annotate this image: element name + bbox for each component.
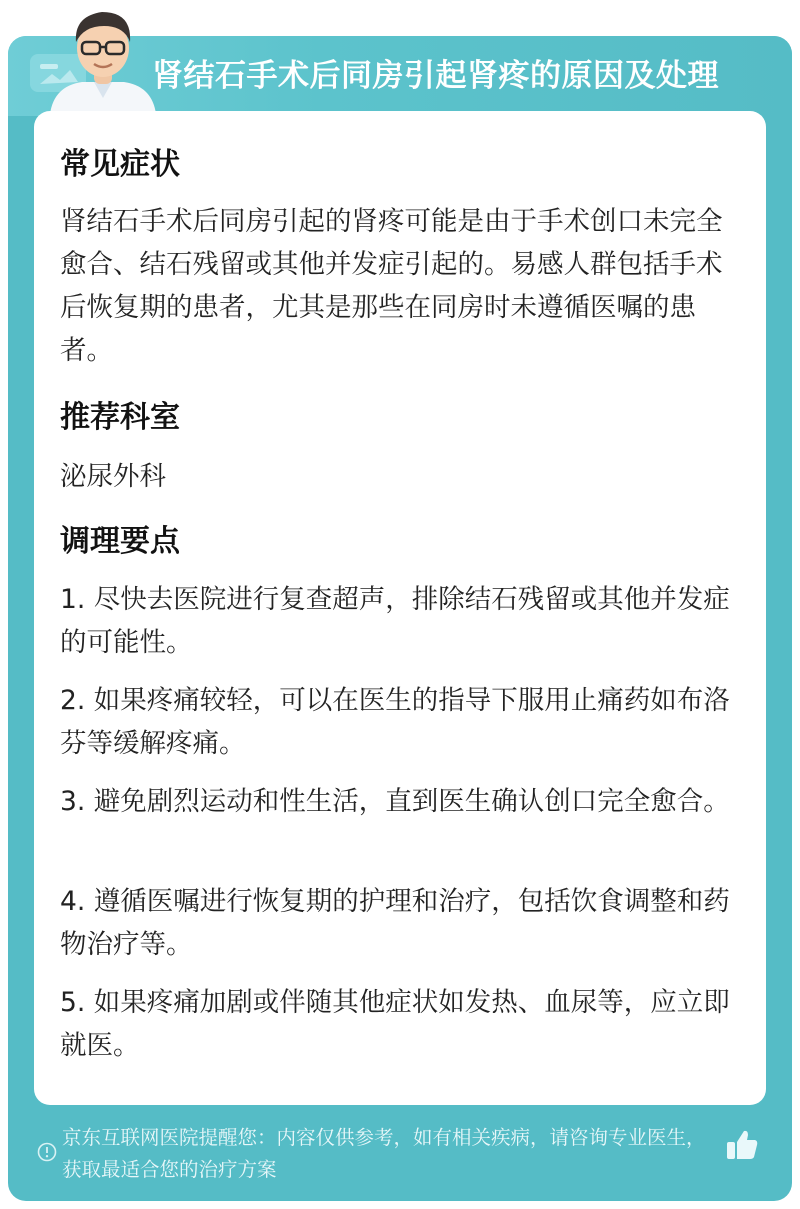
section-heading-care: 调理要点 [60, 524, 180, 559]
page-title: 肾结石手术后同房引起肾疼的原因及处理 [152, 58, 719, 94]
care-item: 3. 避免剧烈运动和性生活，直到医生确认创口完全愈合。 [60, 786, 730, 817]
section-heading-symptoms: 常见症状 [60, 147, 180, 182]
care-item: 2. 如果疼痛较轻，可以在医生的指导下服用止痛药如布洛芬等缓解疼痛。 [60, 685, 730, 759]
doctor-avatar [44, 2, 162, 114]
care-item: 4. 遵循医嘱进行恢复期的护理和治疗，包括饮食调整和药物治疗等。 [60, 886, 730, 960]
footer-notice: 京东互联网医院提醒您：内容仅供参考，如有相关疾病，请咨询专业医生，获取最适合您的治疗方案 [62, 1126, 706, 1181]
care-item: 5. 如果疼痛加剧或伴随其他症状如发热、血尿等，应立即就医。 [60, 987, 730, 1061]
info-icon [37, 1142, 57, 1162]
symptoms-paragraph: 肾结石手术后同房引起的肾疼可能是由于手术创口未完全愈合、结石残留或其他并发症引起的。易感人群包括手术后恢复期的患者，尤其是那些在同房时未遵循医嘱的患者。 [60, 206, 723, 366]
thumbs-up-icon[interactable] [724, 1127, 760, 1163]
care-item: 1. 尽快去医院进行复查超声，排除结石残留或其他并发症的可能性。 [60, 584, 730, 658]
department-text: 泌尿外科 [60, 461, 166, 492]
section-heading-department: 推荐科室 [60, 400, 180, 435]
